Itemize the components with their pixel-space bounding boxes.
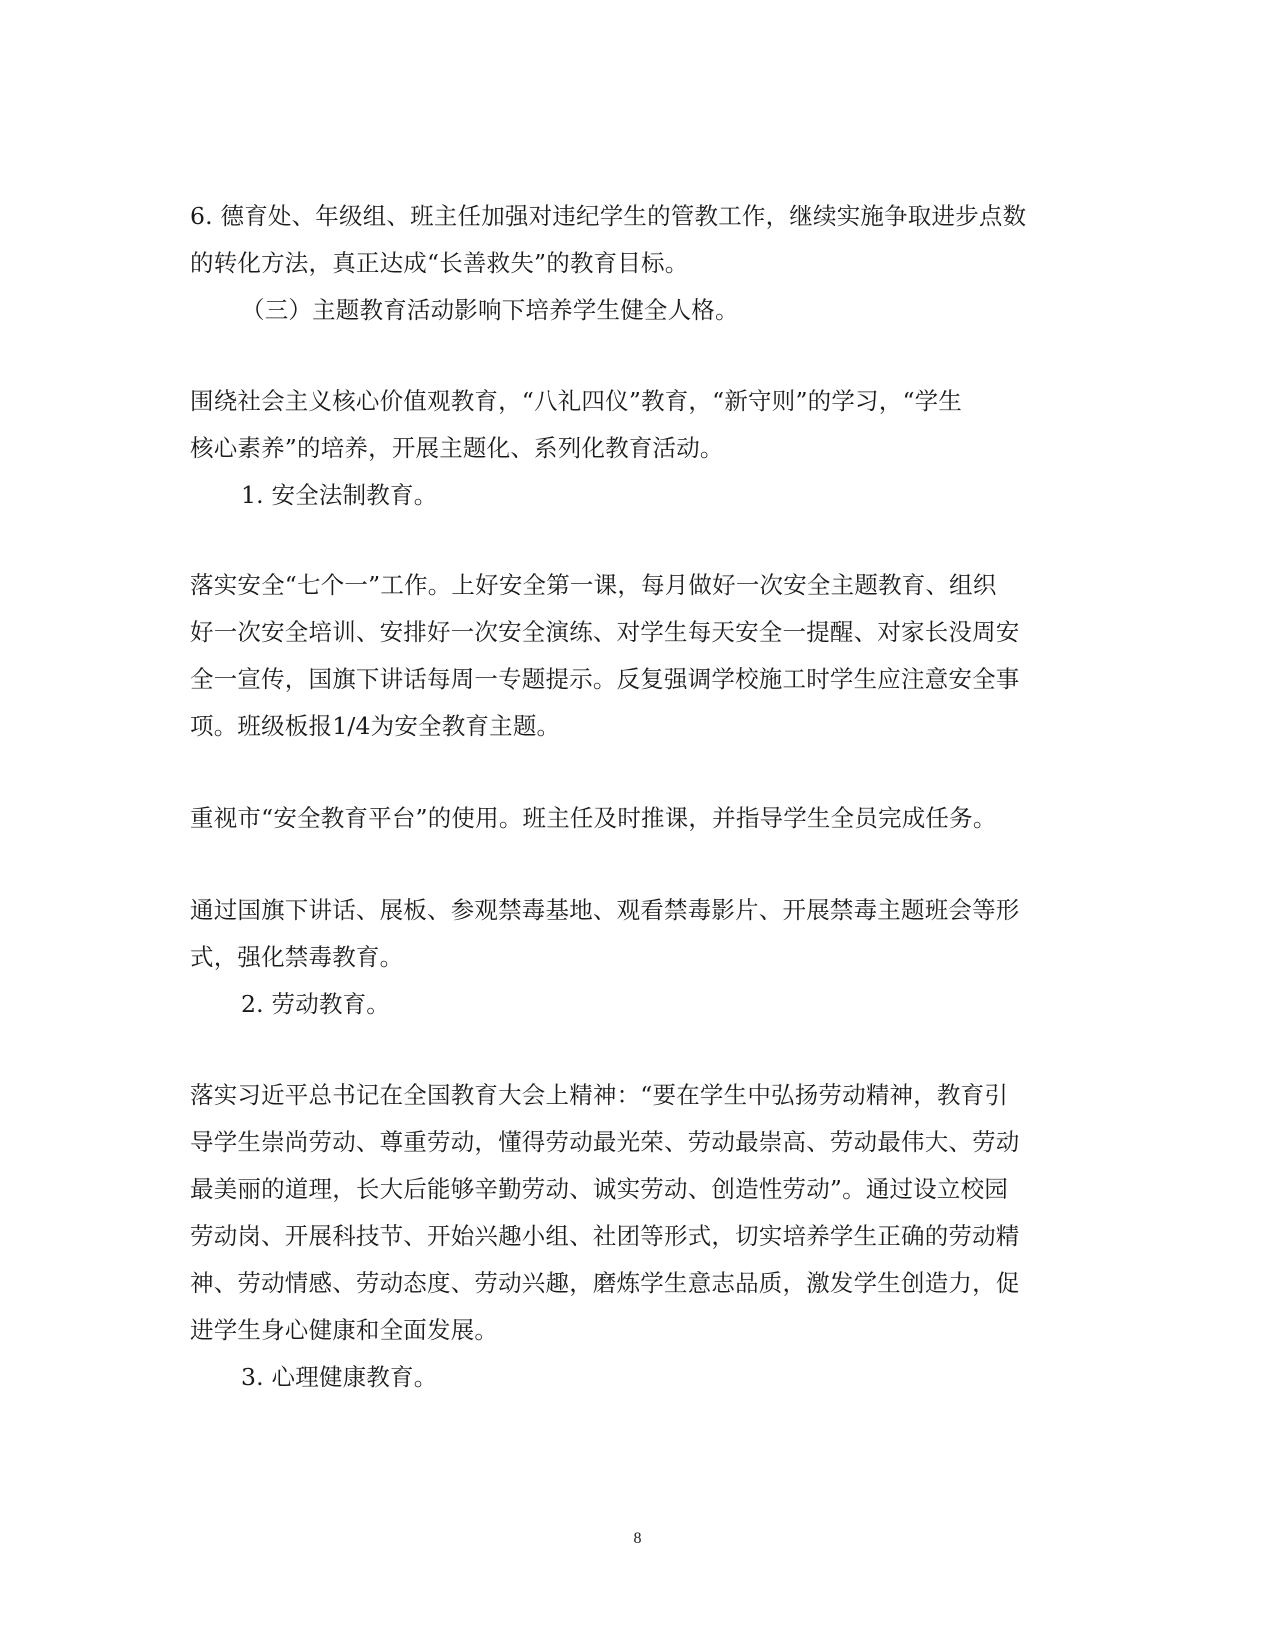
subsection-heading: 2. 劳动教育。 [241, 990, 390, 1018]
subsection-heading: 1. 安全法制教育。 [241, 481, 438, 509]
body-text-line: 最美丽的道理，长大后能够辛勤劳动、诚实劳动、创造性劳动”。通过设立校园 [190, 1175, 1009, 1203]
subsection-heading: 3. 心理健康教育。 [241, 1363, 438, 1391]
body-text-line: 重视市“安全教育平台”的使用。班主任及时推课，并指导学生全员完成任务。 [190, 804, 997, 832]
body-text-line: 围绕社会主义核心价值观教育，“八礼四仪”教育，“新守则”的学习，“学生 [190, 387, 963, 415]
body-text-line: 核心素养”的培养，开展主题化、系列化教育活动。 [190, 434, 724, 462]
body-text-line: 6. 德育处、年级组、班主任加强对违纪学生的管教工作，继续实施争取进步点数 [190, 202, 1027, 230]
section-heading: （三）主题教育活动影响下培养学生健全人格。 [241, 296, 739, 324]
body-text-line: 劳动岗、开展科技节、开始兴趣小组、社团等形式，切实培养学生正确的劳动精 [190, 1222, 1020, 1250]
page-number: 8 [633, 1530, 642, 1547]
body-text-line: 落实安全“七个一”工作。上好安全第一课，每月做好一次安全主题教育、组织 [190, 571, 997, 599]
body-text-line: 导学生崇尚劳动、尊重劳动，懂得劳动最光荣、劳动最崇高、劳动最伟大、劳动 [190, 1128, 1020, 1156]
body-text-line: 通过国旗下讲话、展板、参观禁毒基地、观看禁毒影片、开展禁毒主题班会等形 [190, 896, 1020, 924]
body-text-line: 好一次安全培训、安排好一次安全演练、对学生每天安全一提醒、对家长没周安 [190, 618, 1020, 646]
body-text-line: 全一宣传，国旗下讲话每周一专题提示。反复强调学校施工时学生应注意安全事 [190, 665, 1020, 693]
body-text-line: 的转化方法，真正达成“长善救失”的教育目标。 [190, 249, 689, 277]
body-text-line: 神、劳动情感、劳动态度、劳动兴趣，磨炼学生意志品质，激发学生创造力，促 [190, 1269, 1020, 1297]
body-text-line: 项。班级板报1/4为安全教育主题。 [190, 712, 561, 740]
body-text-line: 式，强化禁毒教育。 [190, 943, 404, 971]
body-text-line: 进学生身心健康和全面发展。 [190, 1316, 499, 1344]
body-text-line: 落实习近平总书记在全国教育大会上精神：“要在学生中弘扬劳动精神，教育引 [190, 1081, 1009, 1109]
